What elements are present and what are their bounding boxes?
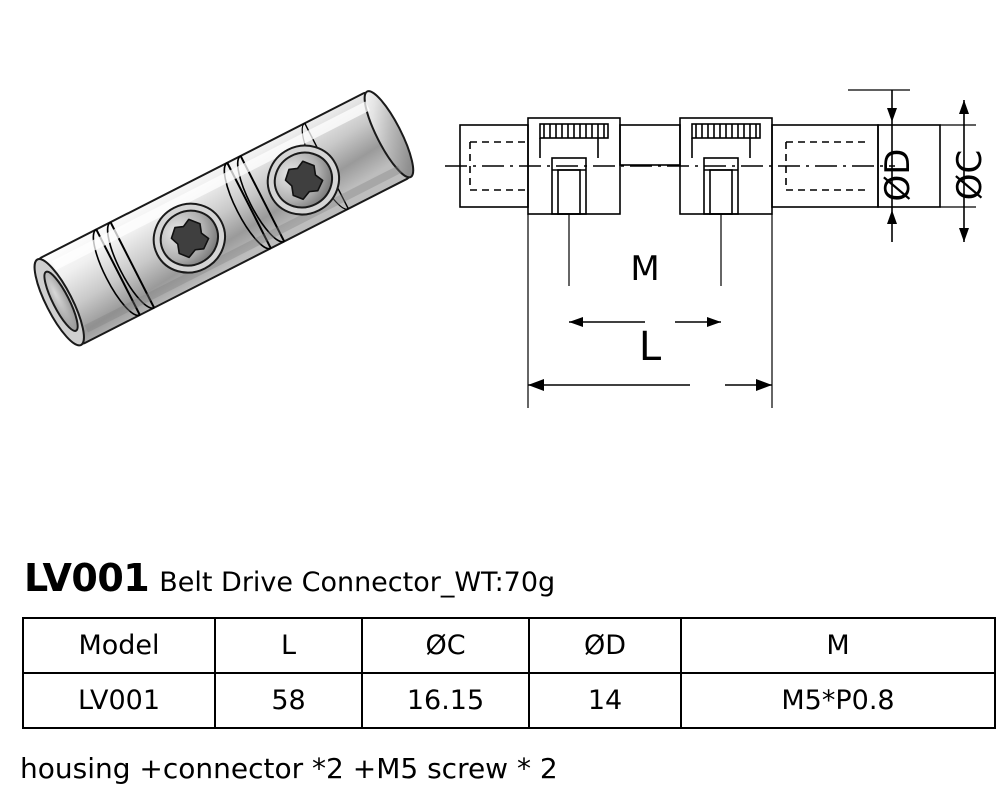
- label-l: L: [638, 324, 662, 370]
- header-phi-d: ØD: [529, 618, 681, 673]
- cell-phi-d: 14: [529, 673, 681, 728]
- cell-m: M5*P0.8: [681, 673, 995, 728]
- cross-section-drawing: [440, 30, 1000, 430]
- cell-l: 58: [215, 673, 362, 728]
- cell-phi-c: 16.15: [362, 673, 529, 728]
- spec-table: [22, 617, 996, 729]
- header-phi-c: ØC: [362, 618, 529, 673]
- header-m: M: [681, 618, 995, 673]
- product-description: Belt Drive Connector_WT:70g: [159, 567, 556, 598]
- label-m: M: [630, 249, 660, 289]
- label-phi-c: ØC: [950, 149, 990, 201]
- isometric-shaft-connector: [10, 70, 440, 330]
- tech-svg: [440, 30, 1000, 430]
- product-caption: [24, 556, 555, 600]
- iso-svg: [10, 70, 440, 330]
- label-phi-d: ØD: [878, 148, 918, 202]
- product-code: LV001: [24, 556, 150, 600]
- header-l: L: [215, 618, 362, 673]
- footer-note: housing +connector *2 +M5 screw * 2: [20, 752, 558, 785]
- table-header-row: [23, 618, 995, 673]
- header-model: Model: [23, 618, 215, 673]
- cell-model: LV001: [23, 673, 215, 728]
- table-row: [23, 673, 995, 728]
